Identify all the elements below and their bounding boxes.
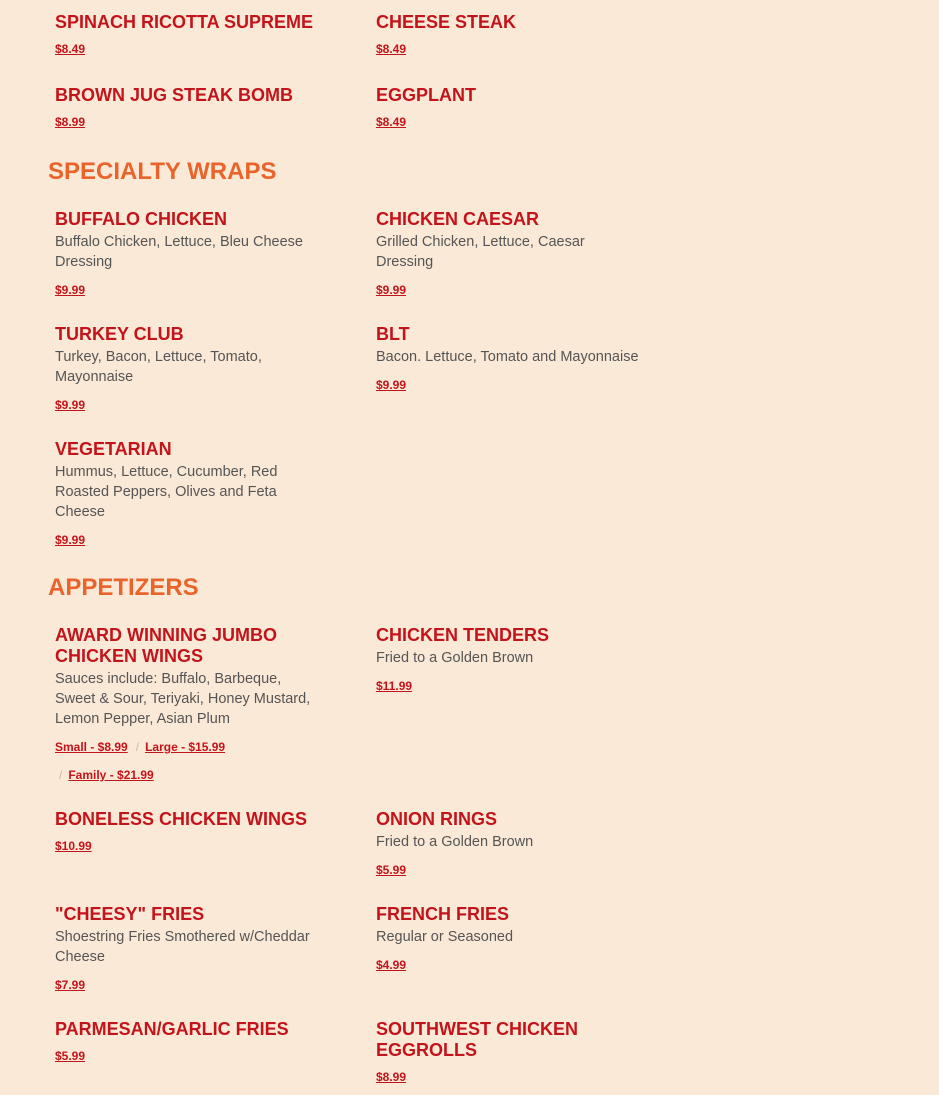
menu-item — [55, 1019, 335, 1064]
item-description: Fried to a Golden Brown — [376, 650, 534, 666]
section-title-specialty-wraps: SPECIALTY WRAPS — [48, 158, 277, 185]
item-name: TURKEY CLUB — [55, 324, 184, 344]
menu-item — [55, 625, 320, 783]
price-link[interactable]: $5.99 — [55, 1049, 86, 1063]
price-link[interactable]: $8.99 — [55, 115, 86, 129]
item-name: BUFFALO CHICKEN — [55, 209, 227, 229]
item-name: SOUTHWEST CHICKEN EGGROLLS — [376, 1019, 578, 1060]
menu-item — [376, 12, 648, 57]
item-name: BROWN JUG STEAK BOMB — [55, 85, 293, 105]
menu-item — [376, 1019, 606, 1085]
item-name: "CHEESY" FRIES — [55, 904, 205, 924]
item-name: PARMESAN/GARLIC FRIES — [55, 1019, 289, 1039]
item-description: Regular or Seasoned — [376, 929, 514, 945]
item-name: CHICKEN CAESAR — [376, 209, 540, 229]
item-description: Buffalo Chicken, Lettuce, Bleu Cheese Dressing — [55, 234, 304, 270]
price-link[interactable]: $9.99 — [55, 398, 86, 412]
price-link[interactable]: $8.99 — [376, 1070, 407, 1084]
price-separator: / — [59, 768, 63, 782]
price-link[interactable]: $10.99 — [55, 839, 92, 853]
menu-item — [376, 85, 648, 130]
price-link[interactable]: $8.49 — [376, 42, 407, 56]
menu-item — [55, 809, 335, 854]
item-name: BONELESS CHICKEN WINGS — [55, 809, 308, 829]
item-description: Bacon. Lettuce, Tomato and Mayonnaise — [376, 349, 639, 365]
item-description: Hummus, Lettuce, Cucumber, Red Roasted Peppers, Olives and Feta Cheese — [55, 464, 278, 520]
item-name: FRENCH FRIES — [376, 904, 510, 924]
menu-item — [376, 324, 666, 393]
menu-item — [55, 12, 327, 57]
price-link[interactable]: $9.99 — [55, 533, 86, 547]
menu-item — [55, 209, 327, 298]
menu-item — [55, 324, 327, 413]
menu-item — [55, 85, 335, 130]
price-link[interactable]: $8.49 — [376, 115, 407, 129]
menu-item — [376, 209, 616, 298]
item-name: CHEESE STEAK — [376, 12, 517, 32]
item-name: EGGPLANT — [376, 85, 477, 105]
item-name: ONION RINGS — [376, 809, 498, 829]
price-link-large[interactable]: Large - $15.99 — [145, 740, 226, 754]
item-name: VEGETARIAN — [55, 439, 172, 459]
price-link[interactable]: $9.99 — [376, 378, 407, 392]
item-description: Turkey, Bacon, Lettuce, Tomato, Mayonnaise — [55, 349, 262, 385]
menu-item — [55, 904, 320, 993]
section-title-appetizers: APPETIZERS — [48, 574, 199, 601]
menu-item — [376, 809, 648, 878]
menu-item — [55, 439, 295, 548]
item-description: Grilled Chicken, Lettuce, Caesar Dressing — [376, 234, 585, 270]
item-name: BLT — [376, 324, 410, 344]
price-link[interactable]: $5.99 — [376, 863, 407, 877]
price-link[interactable]: $9.99 — [376, 283, 407, 297]
price-link[interactable]: $9.99 — [55, 283, 86, 297]
item-name: SPINACH RICOTTA SUPREME — [55, 12, 314, 32]
item-description: Fried to a Golden Brown — [376, 834, 534, 850]
price-link[interactable]: $4.99 — [376, 958, 407, 972]
price-link[interactable]: $8.49 — [55, 42, 86, 56]
price-separator: / — [135, 740, 140, 754]
menu-item — [376, 904, 648, 973]
price-link[interactable]: $11.99 — [376, 679, 413, 693]
price-link-family[interactable]: Family - $21.99 — [68, 768, 154, 782]
price-link[interactable]: $7.99 — [55, 978, 86, 992]
item-description: Shoestring Fries Smothered w/Cheddar Cheese — [55, 929, 310, 965]
item-description: Sauces include: Buffalo, Barbeque, Sweet & Sour, Teriyaki, Honey Mustard, Lemon Pepper, Asian Plum — [55, 671, 311, 727]
item-name: AWARD WINNING JUMBO CHICKEN WINGS — [55, 625, 277, 666]
menu-item — [376, 625, 648, 694]
price-link-small[interactable]: Small - $8.99 — [55, 740, 128, 754]
item-name: CHICKEN TENDERS — [376, 625, 550, 645]
